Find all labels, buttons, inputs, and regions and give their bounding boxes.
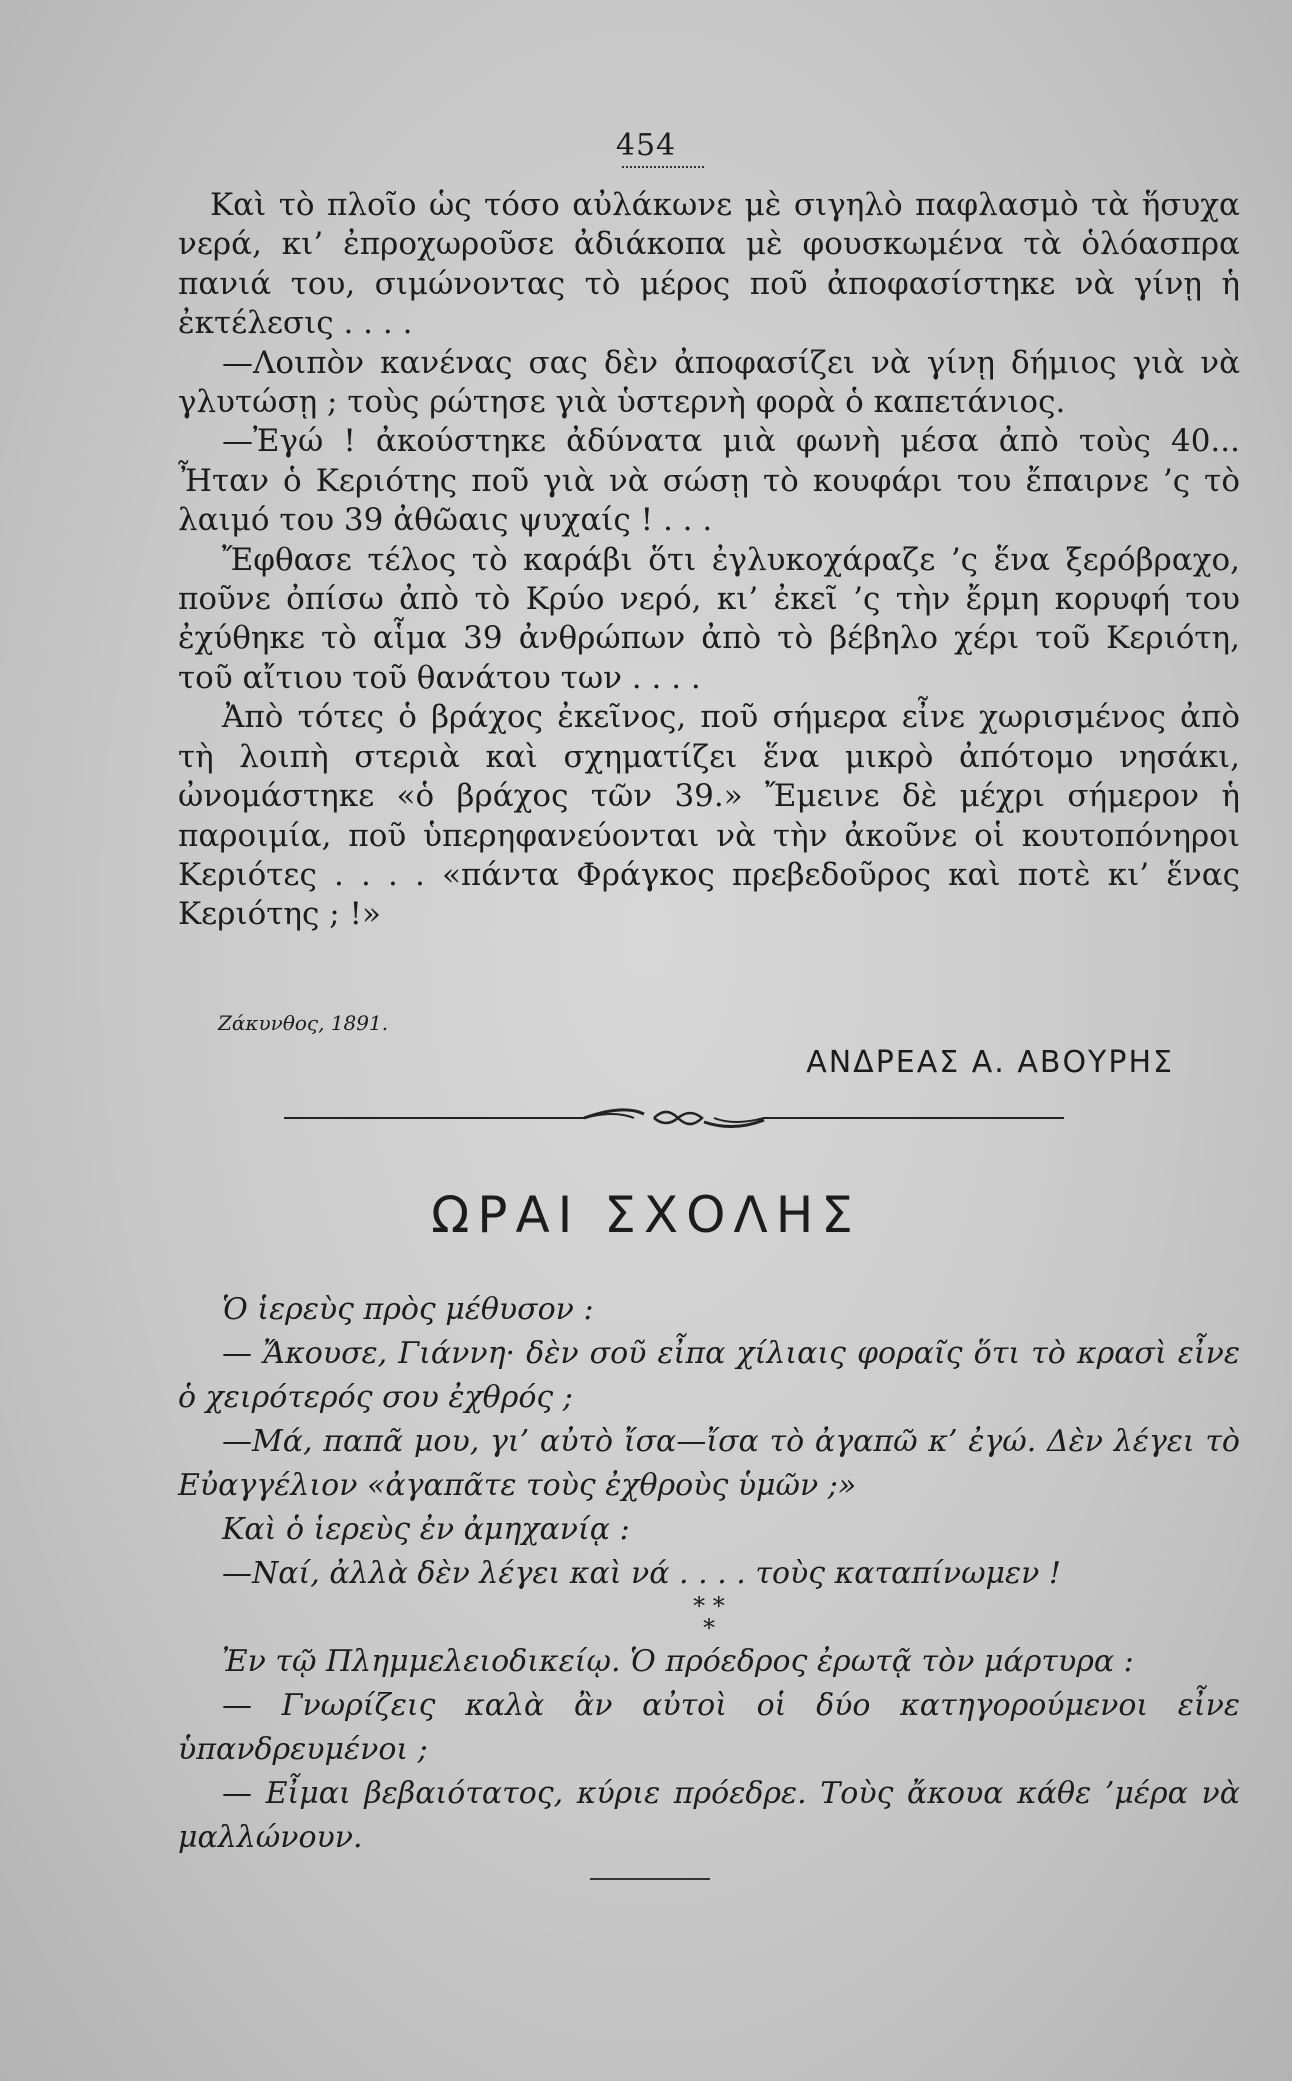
paragraph: Καὶ τὸ πλοῖο ὡς τόσο αὐλάκωνε μὲ σιγηλὸ παφλασμὸ τὰ ἥσυχα νερά, κι’ ἐπροχωροῦσε ἀδιάκοπα μὲ φουσκωμένα τὰ ὁλόασπρα πανιά του, σιμώνοντας τὸ μέρος ποῦ ἀποφασίστηκε νὰ γίνῃ ἡ ἐκτέλεσις . . . . bbox=[178, 187, 1240, 342]
place-date: Ζάκυνθος, 1891. bbox=[218, 1011, 389, 1035]
story-text bbox=[178, 186, 1240, 935]
anecdote-line: — Γνωρίζεις καλὰ ἂν αὐτοὶ οἱ δύο κατηγορούμενοι εἶνε ὑπανδρευμένοι ; bbox=[178, 1688, 1240, 1767]
asterism-separator: * * * bbox=[693, 1592, 725, 1642]
paragraph: Ἀπὸ τότες ὁ βράχος ἐκεῖνος, ποῦ σήμερα εἶνε χωρισμένος ἀπὸ τὴ λοιπὴ στεριὰ καὶ σχηματίζει ἕνα μικρὸ ἀπότομο νησάκι, ὠνομάστηκε «ὁ βράχος τῶν 39.» Ἔμεινε δὲ μέχρι σήμερον ἡ παροιμία, ποῦ ὑπερηφανεύονται νὰ τὴν ἀκοῦνε οἱ κουτοπόνηροι Κεριότες . . . . «πάντα Φράγκος πρεβεδοῦρος καὶ ποτὲ κι’ ἕνας Κεριότης ; !» bbox=[178, 699, 1240, 933]
anecdote-line: Καὶ ὁ ἱερεὺς ἐν ἀμηχανίᾳ : bbox=[222, 1512, 630, 1547]
anecdote-line: — Ἄκουσε, Γιάννη· δὲν σοῦ εἶπα χίλιαις φοραῖς ὅτι τὸ κρασὶ εἶνε ὁ χειρότερός σου ἐχθρός ; bbox=[178, 1336, 1240, 1415]
ornament-rule bbox=[284, 1100, 1064, 1136]
anecdote-line: —Ναί, ἀλλὰ δὲν λέγει καὶ νά . . . . τοὺς καταπίνωμεν ! bbox=[222, 1556, 1061, 1591]
page-number-underline bbox=[622, 166, 704, 168]
paragraph: —Ἐγώ ! ἀκούστηκε ἀδύνατα μιὰ φωνὴ μέσα ἀπὸ τοὺς 40... Ἦταν ὁ Κεριότης ποῦ γιὰ νὰ σώσῃ τὸ κουφάρι του ἔπαιρνε ’ς τὸ λαιμό του 39 ἀθῶαις ψυχαίς ! . . . bbox=[178, 423, 1240, 539]
anecdote-line: Ἐν τῷ Πλημμελειοδικείῳ. Ὁ πρόεδρος ἐρωτᾷ τὸν μάρτυρα : bbox=[222, 1644, 1134, 1679]
anecdote-line: —Μά, παπᾶ μου, γι’ αὐτὸ ἴσα—ἴσα τὸ ἀγαπῶ κ’ ἐγώ. Δὲν λέγει τὸ Εὐαγγέλιον «ἀγαπᾶτε τοὺς ἐχθροὺς ὑμῶν ;» bbox=[178, 1424, 1240, 1503]
section-title: ΩΡΑΙ ΣΧΟΛΗΣ bbox=[431, 1186, 861, 1244]
author-name: ΑΝΔΡΕΑΣ Α. ΑΒΟΥΡΗΣ bbox=[806, 1045, 1174, 1080]
signature-block bbox=[178, 1005, 1240, 1080]
paragraph: Ἔφθασε τέλος τὸ καράβι ὅτι ἐγλυκοχάραζε ’ς ἕνα ξερόβραχο, ποῦνε ὀπίσω ἀπὸ τὸ Κρύο νερό, κι’ ἐκεῖ ’ς τὴν ἔρμη κορυφή του ἐχύθηκε τὸ αἷμα 39 ἀνθρώπων ἀπὸ τὸ βέβηλο χέρι τοῦ Κεριότη, τοῦ αἴτιου τοῦ θανάτου των . . . . bbox=[178, 541, 1240, 696]
page-number: 454 bbox=[615, 128, 677, 163]
anecdotes bbox=[178, 1288, 1240, 1860]
paragraph: —Λοιπὸν κανένας σας δὲν ἀποφασίζει νὰ γίνῃ δήμιος γιὰ νὰ γλυτώσῃ ; τοὺς ρώτησε γιὰ ὑστερνὴ φορὰ ὁ καπετάνιος. bbox=[178, 344, 1240, 421]
anecdote-line: — Εἶμαι βεβαιότατος, κύριε πρόεδρε. Τοὺς ἄκουα κάθε ’μέρα νὰ μαλλώνουν. bbox=[178, 1776, 1240, 1855]
anecdote-line: Ὁ ἱερεὺς πρὸς μέθυσον : bbox=[222, 1292, 594, 1327]
end-rule bbox=[590, 1878, 710, 1880]
